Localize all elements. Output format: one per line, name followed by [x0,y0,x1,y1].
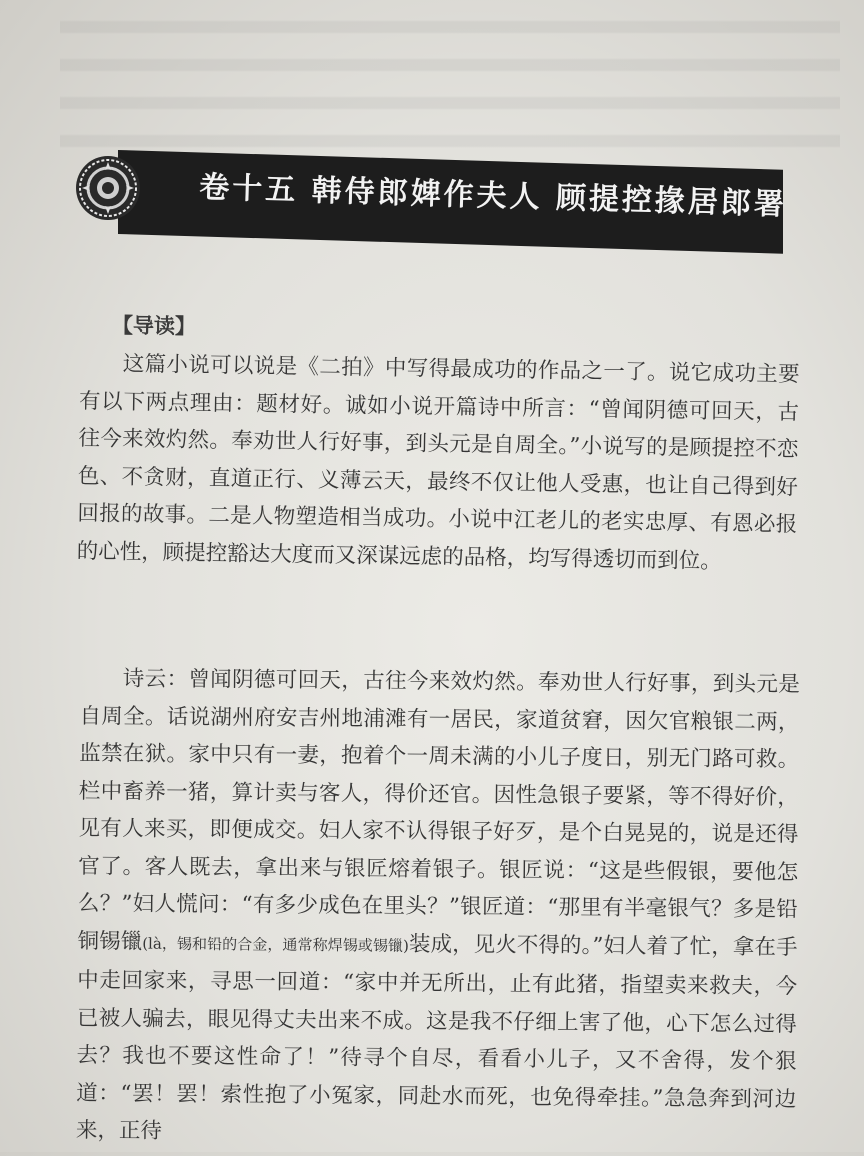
chapter-title: 卷十五 韩侍郎婢作夫人 顾提控掾居郎署 [198,169,788,223]
story-text-part1: 诗云：曾闻阴德可回天，古往今来效灼然。奉劝世人行好事，到头元是自周全。话说湖州府安吉州地浦滩有一居民，家道贫窘，因欠官粮银二两，监禁在狱。家中只有一妻，抱着个一周未满的小儿子度日，别无门路可救。栏中畜养一猪，算计卖与客人，得价还官。因性急银子要紧，等不得好价，见有人来买，即便成交。妇人家不认得银子好歹，是个白晃晃的，说是还得官了。客人既去，拿出来与银匠熔着银子。银匠说：“这是些假银，要他怎么？”妇人慌问：“有多少成色在里头？”银匠道：“那里有半毫银气？多是铅铜锡镴 [77,666,800,955]
ornament-emblem-icon [74,154,142,222]
show-through-text [60,0,840,150]
annotation-note: (là，锡和铅的合金，通常称焊锡或锡镴) [142,934,409,955]
intro-paragraph: 这篇小说可以说是《二拍》中写得最成功的作品之一了。说它成功主要有以下两点理由：题材好。诚如小说开篇诗中所言：“曾闻阴德可回天，古往今来效灼然。奉劝世人行好事，到头元是自周全。”小说写的是顾提控不恋色、不贪财，直道正行、义薄云天，最终不仅让他人受惠，也让自己得到好回报的故事。二是人物塑造相当成功。小说中江老儿的老实忠厚、有恩必报的心性，顾提控豁达大度而又深谋远虑的品格，均写得透切而到位。 [76,351,800,574]
story-paragraph [76,660,800,1156]
section-label-daodu: 【导读】 [111,312,197,339]
story-text-part2: 装成，见火不得的。”妇人着了忙，拿在手中走回家来，寻思一回道：“家中并无所出，止有此猪，指望卖来救夫，今已被人骗去，眼见得丈夫出来不成。这是我不仔细上害了他，心下怎么过得去？我也不要这性命了！”待寻个自尽，看看小儿子，又不舍得，发个狠道：“罢！罢！索性抱了小冤家，同赴水而死，也免得牵挂。”急急奔到河边来，正待 [75,931,798,1144]
